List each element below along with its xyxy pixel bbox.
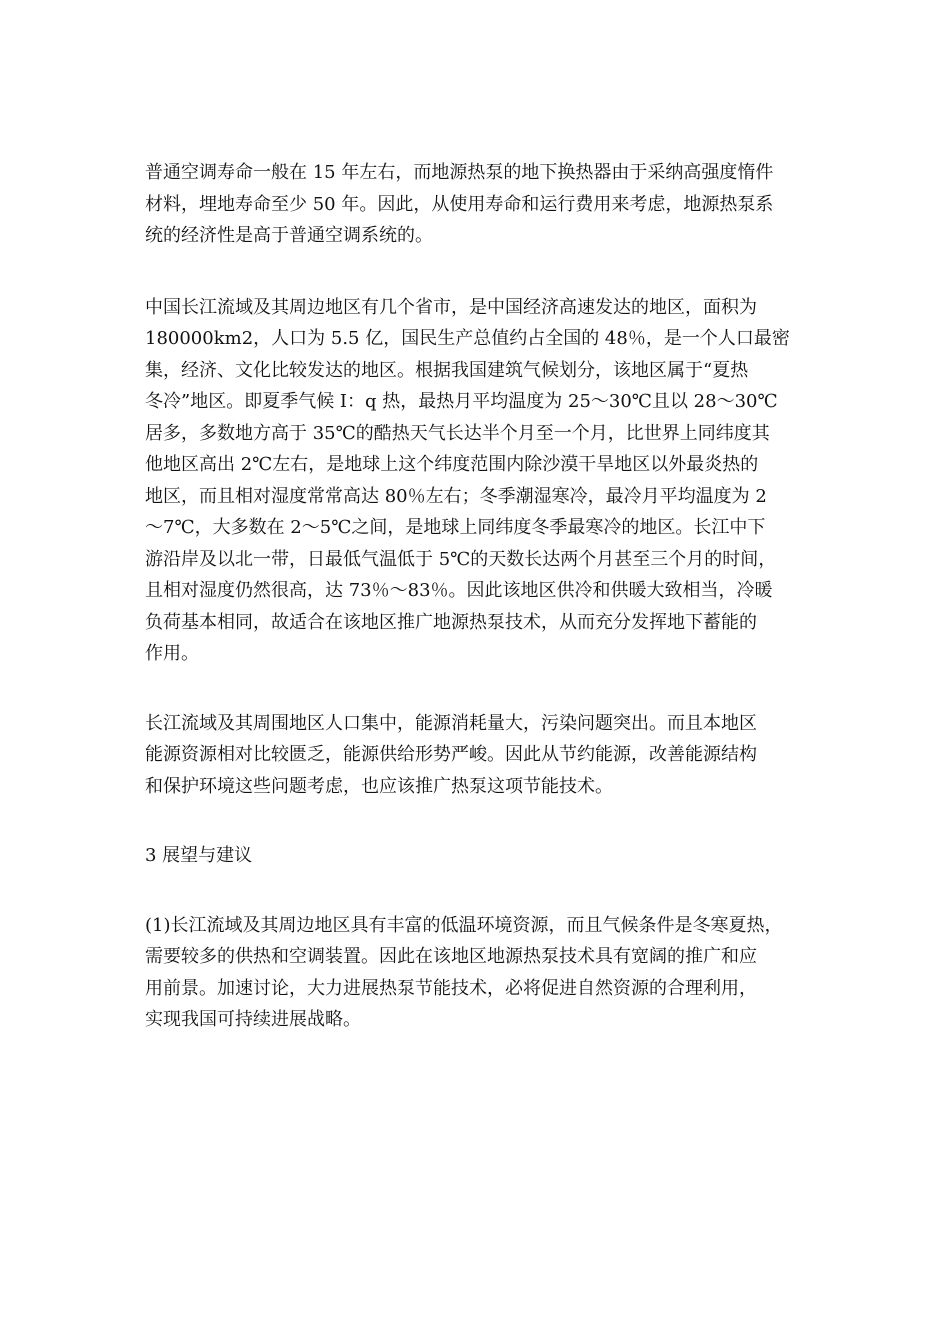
text-line: 长江流域及其周围地区人口集中，能源消耗量大，污染问题突出。而且本地区 xyxy=(145,712,757,734)
heading-text: 3 展望与建议 xyxy=(145,845,253,866)
text-line: 他地区高出 2℃左右，是地球上这个纬度范围内除沙漠干旱地区以外最炎热的 xyxy=(145,454,759,475)
document-body xyxy=(145,157,810,1036)
text-line: 游沿岸及以北一带，日最低气温低于 5℃的天数长达两个月甚至三个月的时间， xyxy=(145,548,777,570)
text-line: 能源资源相对比较匮乏，能源供给形势严峻。因此从节约能源，改善能源结构 xyxy=(145,744,757,765)
paragraph-spacer xyxy=(145,252,810,292)
paragraph-yangtze-climate xyxy=(145,292,810,670)
text-line: 需要较多的供热和空调装置。因此在该地区地源热泵技术具有宽阔的推广和应 xyxy=(145,946,757,967)
paragraph-energy xyxy=(145,708,810,803)
text-line: 作用。 xyxy=(145,643,199,664)
text-line: 普通空调寿命一般在 15 年左右，而地源热泵的地下换热器由于采纳高强度惰件 xyxy=(145,162,774,183)
text-line: 集，经济、文化比较发达的地区。根据我国建筑气候划分，该地区属于“夏热 xyxy=(145,359,749,381)
text-line: 用前景。加速讨论，大力进展热泵节能技术，必将促进自然资源的合理利用， xyxy=(145,977,757,999)
paragraph-recommendation-1 xyxy=(145,910,810,1036)
text-line: 中国长江流域及其周边地区有几个省市，是中国经济高速发达的地区，面积为 xyxy=(145,296,757,318)
text-line: 地区，而且相对湿度常常高达 80％左右；冬季潮湿寒冷，最冷月平均温度为 2 xyxy=(145,485,767,507)
text-line: 180000km2，人口为 5.5 亿，国民生产总值约占全国的 48％，是一个人口最密 xyxy=(145,328,790,349)
text-line: 实现我国可持续进展战略。 xyxy=(145,1009,361,1030)
paragraph-lifespan xyxy=(145,157,810,252)
paragraph-spacer xyxy=(145,872,810,910)
text-line: (1)长江流域及其周边地区具有丰富的低温环境资源，而且气候条件是冬寒夏热， xyxy=(145,914,783,936)
text-line: 且相对湿度仍然很高，达 73％～83％。因此该地区供冷和供暖大致相当，冷暖 xyxy=(145,580,773,601)
text-line: 冬冷”地区。即夏季气候 I：q 热，最热月平均温度为 25～30℃且以 28～30℃ xyxy=(145,391,778,412)
text-line: 负荷基本相同，故适合在该地区推广地源热泵技术，从而充分发挥地下蓄能的 xyxy=(145,611,757,633)
text-line: ～7℃，大多数在 2～5℃之间，是地球上同纬度冬季最寒冷的地区。长江中下 xyxy=(145,517,766,538)
paragraph-spacer xyxy=(145,802,810,840)
section-heading xyxy=(145,840,810,872)
text-line: 和保护环境这些问题考虑，也应该推广热泵这项节能技术。 xyxy=(145,775,613,797)
text-line: 居多，多数地方高于 35℃的酷热天气长达半个月至一个月，比世界上同纬度其 xyxy=(145,422,770,444)
text-line: 统的经济性是高于普通空调系统的。 xyxy=(145,225,433,246)
paragraph-spacer xyxy=(145,670,810,708)
text-line: 材料，埋地寿命至少 50 年。因此，从使用寿命和运行费用来考虑，地源热泵系 xyxy=(145,193,774,215)
